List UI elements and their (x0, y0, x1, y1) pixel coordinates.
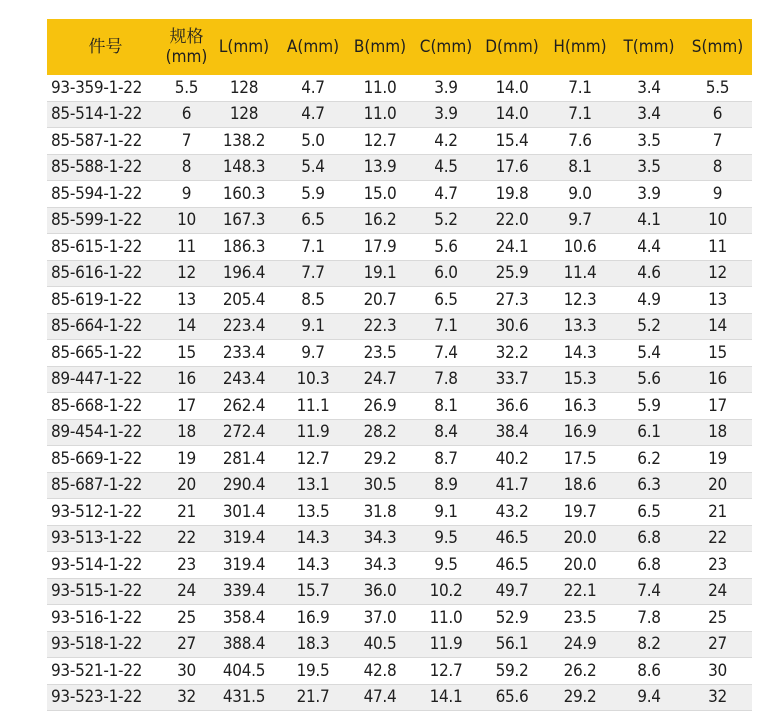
table-cell: 14.3 (545, 340, 615, 367)
part-number-cell: 85-587-1-22 (47, 128, 164, 155)
table-row (47, 101, 752, 128)
table-cell: 14 (164, 313, 209, 340)
table-cell: 26.9 (347, 393, 413, 420)
table-cell: 46.5 (479, 552, 545, 579)
header-label: S(mm) (691, 37, 744, 57)
table-cell: 47.4 (347, 684, 413, 711)
table-cell: 20.0 (545, 552, 615, 579)
table-cell: 23.5 (545, 605, 615, 632)
table-cell: 3.9 (413, 75, 479, 101)
table-row (47, 207, 752, 234)
table-cell: 4.7 (279, 101, 347, 128)
header-row (47, 19, 752, 75)
table-cell: 9.4 (615, 684, 683, 711)
table-cell: 17.5 (545, 446, 615, 473)
table-cell: 16.9 (545, 419, 615, 446)
table-cell: 21 (683, 499, 752, 526)
table-cell: 9.7 (279, 340, 347, 367)
table-cell: 32 (683, 684, 752, 711)
table-cell: 3.9 (615, 181, 683, 208)
table-cell: 10.3 (279, 366, 347, 393)
table-cell: 9.7 (545, 207, 615, 234)
table-cell: 6.8 (615, 552, 683, 579)
table-cell: 358.4 (209, 605, 279, 632)
table-cell: 4.5 (413, 154, 479, 181)
table-row (47, 287, 752, 314)
part-number-cell: 85-616-1-22 (47, 260, 164, 287)
table-cell: 29.2 (347, 446, 413, 473)
table-cell: 17.6 (479, 154, 545, 181)
table-cell: 11.0 (347, 75, 413, 101)
part-number-cell: 93-512-1-22 (47, 499, 164, 526)
table-cell: 26.2 (545, 658, 615, 685)
table-cell: 30.5 (347, 472, 413, 499)
table-cell: 9 (683, 181, 752, 208)
table-cell: 233.4 (209, 340, 279, 367)
table-cell: 27.3 (479, 287, 545, 314)
table-cell: 262.4 (209, 393, 279, 420)
table-cell: 23 (683, 552, 752, 579)
part-number-cell: 85-599-1-22 (47, 207, 164, 234)
table-cell: 5.9 (279, 181, 347, 208)
table-cell: 223.4 (209, 313, 279, 340)
header-h (545, 19, 615, 75)
table-cell: 65.6 (479, 684, 545, 711)
table-cell: 28.2 (347, 419, 413, 446)
table-cell: 24.9 (545, 631, 615, 658)
table-cell: 22.3 (347, 313, 413, 340)
table-cell: 243.4 (209, 366, 279, 393)
table-cell: 11 (164, 234, 209, 261)
table-cell: 13.5 (279, 499, 347, 526)
table-cell: 186.3 (209, 234, 279, 261)
table-cell: 9.5 (413, 525, 479, 552)
table-cell: 9.1 (279, 313, 347, 340)
table-cell: 9.5 (413, 552, 479, 579)
table-body (47, 75, 752, 711)
part-number-cell: 93-523-1-22 (47, 684, 164, 711)
table-row (47, 313, 752, 340)
table-cell: 8.1 (413, 393, 479, 420)
part-number-cell: 93-518-1-22 (47, 631, 164, 658)
table-cell: 5.5 (683, 75, 752, 101)
table-cell: 8 (164, 154, 209, 181)
spec-table (47, 19, 752, 711)
table-cell: 272.4 (209, 419, 279, 446)
table-cell: 431.5 (209, 684, 279, 711)
table-cell: 6 (164, 101, 209, 128)
table-cell: 30 (683, 658, 752, 685)
table-cell: 5.6 (615, 366, 683, 393)
table-cell: 7.8 (615, 605, 683, 632)
header-d (479, 19, 545, 75)
table-cell: 8.9 (413, 472, 479, 499)
table-cell: 6.5 (279, 207, 347, 234)
header-size (164, 19, 209, 75)
table-cell: 19 (683, 446, 752, 473)
table-cell: 290.4 (209, 472, 279, 499)
table-cell: 14.0 (479, 101, 545, 128)
table-cell: 3.4 (615, 75, 683, 101)
table-cell: 8.4 (413, 419, 479, 446)
table-row (47, 578, 752, 605)
table-cell: 32.2 (479, 340, 545, 367)
table-cell: 17 (164, 393, 209, 420)
table-cell: 319.4 (209, 525, 279, 552)
table-cell: 49.7 (479, 578, 545, 605)
table-cell: 13 (164, 287, 209, 314)
header-label: H(mm) (553, 37, 607, 57)
table-cell: 14.3 (279, 525, 347, 552)
table-cell: 34.3 (347, 552, 413, 579)
table-row (47, 128, 752, 155)
part-number-cell: 85-615-1-22 (47, 234, 164, 261)
part-number-cell: 85-664-1-22 (47, 313, 164, 340)
table-cell: 7.4 (615, 578, 683, 605)
part-number-cell: 93-359-1-22 (47, 75, 164, 101)
table-cell: 7.1 (413, 313, 479, 340)
table-cell: 11.9 (279, 419, 347, 446)
table-cell: 16 (164, 366, 209, 393)
table-cell: 339.4 (209, 578, 279, 605)
table-cell: 8.2 (615, 631, 683, 658)
table-cell: 43.2 (479, 499, 545, 526)
table-cell: 40.2 (479, 446, 545, 473)
table-row (47, 154, 752, 181)
table-cell: 7.6 (545, 128, 615, 155)
table-cell: 16 (683, 366, 752, 393)
table-cell: 7.1 (545, 75, 615, 101)
table-cell: 52.9 (479, 605, 545, 632)
table-cell: 15.3 (545, 366, 615, 393)
table-cell: 37.0 (347, 605, 413, 632)
table-cell: 9.0 (545, 181, 615, 208)
table-cell: 4.1 (615, 207, 683, 234)
table-cell: 6 (683, 101, 752, 128)
table-cell: 3.4 (615, 101, 683, 128)
table-cell: 56.1 (479, 631, 545, 658)
part-number-cell: 93-514-1-22 (47, 552, 164, 579)
table-cell: 23.5 (347, 340, 413, 367)
table-cell: 20 (164, 472, 209, 499)
table-cell: 5.9 (615, 393, 683, 420)
table-cell: 404.5 (209, 658, 279, 685)
table-cell: 41.7 (479, 472, 545, 499)
table-cell: 6.0 (413, 260, 479, 287)
table-cell: 20 (683, 472, 752, 499)
table-cell: 148.3 (209, 154, 279, 181)
header-part-number (47, 19, 164, 75)
table-row (47, 366, 752, 393)
table-cell: 128 (209, 75, 279, 101)
part-number-cell: 85-668-1-22 (47, 393, 164, 420)
table-cell: 16.2 (347, 207, 413, 234)
table-cell: 11.4 (545, 260, 615, 287)
table-cell: 4.4 (615, 234, 683, 261)
table-cell: 6.2 (615, 446, 683, 473)
table-cell: 8.6 (615, 658, 683, 685)
table-cell: 4.7 (413, 181, 479, 208)
table-cell: 22.0 (479, 207, 545, 234)
table-cell: 10 (683, 207, 752, 234)
table-cell: 16.9 (279, 605, 347, 632)
table-row (47, 393, 752, 420)
table-cell: 6.5 (615, 499, 683, 526)
table-cell: 8 (683, 154, 752, 181)
table-row (47, 684, 752, 711)
table-cell: 12 (164, 260, 209, 287)
table-cell: 12.7 (413, 658, 479, 685)
table-cell: 12.3 (545, 287, 615, 314)
table-cell: 22.1 (545, 578, 615, 605)
table-cell: 18 (164, 419, 209, 446)
table-row (47, 499, 752, 526)
table-cell: 7.1 (279, 234, 347, 261)
table-cell: 12.7 (347, 128, 413, 155)
table-cell: 40.5 (347, 631, 413, 658)
table-cell: 24 (164, 578, 209, 605)
table-cell: 30.6 (479, 313, 545, 340)
table-cell: 8.1 (545, 154, 615, 181)
table-cell: 25 (164, 605, 209, 632)
header-label: T(mm) (623, 37, 675, 57)
part-number-cell: 85-514-1-22 (47, 101, 164, 128)
table-row (47, 340, 752, 367)
part-number-cell: 85-669-1-22 (47, 446, 164, 473)
table-row (47, 525, 752, 552)
part-number-cell: 93-516-1-22 (47, 605, 164, 632)
header-b (347, 19, 413, 75)
part-number-cell: 85-594-1-22 (47, 181, 164, 208)
table-cell: 13.1 (279, 472, 347, 499)
table-cell: 388.4 (209, 631, 279, 658)
header-label: 规格 (169, 27, 204, 47)
table-cell: 18.3 (279, 631, 347, 658)
table-cell: 15 (683, 340, 752, 367)
table-cell: 11 (683, 234, 752, 261)
table-cell: 319.4 (209, 552, 279, 579)
table-cell: 11.9 (413, 631, 479, 658)
header-label: L(mm) (218, 37, 270, 57)
header-label: D(mm) (485, 37, 539, 57)
table-cell: 10.6 (545, 234, 615, 261)
table-cell: 32 (164, 684, 209, 711)
table-cell: 24 (683, 578, 752, 605)
table-cell: 25.9 (479, 260, 545, 287)
table-cell: 23 (164, 552, 209, 579)
table-cell: 59.2 (479, 658, 545, 685)
table-cell: 29.2 (545, 684, 615, 711)
table-cell: 27 (164, 631, 209, 658)
part-number-cell: 89-447-1-22 (47, 366, 164, 393)
part-number-cell: 85-619-1-22 (47, 287, 164, 314)
table-cell: 13 (683, 287, 752, 314)
table-cell: 12 (683, 260, 752, 287)
header-label: C(mm) (419, 37, 473, 57)
header-a (279, 19, 347, 75)
table-cell: 14.0 (479, 75, 545, 101)
header-label: B(mm) (353, 37, 407, 57)
table-cell: 7 (683, 128, 752, 155)
table-row (47, 75, 752, 101)
table-cell: 19 (164, 446, 209, 473)
part-number-cell: 85-665-1-22 (47, 340, 164, 367)
table-cell: 10.2 (413, 578, 479, 605)
table-cell: 128 (209, 101, 279, 128)
header-c (413, 19, 479, 75)
table-cell: 9.1 (413, 499, 479, 526)
part-number-cell: 85-588-1-22 (47, 154, 164, 181)
table-row (47, 181, 752, 208)
table-cell: 5.5 (164, 75, 209, 101)
table-cell: 22 (164, 525, 209, 552)
table-cell: 205.4 (209, 287, 279, 314)
part-number-cell: 93-515-1-22 (47, 578, 164, 605)
table-cell: 36.6 (479, 393, 545, 420)
part-number-cell: 85-687-1-22 (47, 472, 164, 499)
table-cell: 9 (164, 181, 209, 208)
table-cell: 10 (164, 207, 209, 234)
table-row (47, 658, 752, 685)
table-cell: 18 (683, 419, 752, 446)
spec-table-container (47, 19, 752, 711)
table-row (47, 260, 752, 287)
table-cell: 7.7 (279, 260, 347, 287)
table-cell: 167.3 (209, 207, 279, 234)
table-cell: 5.2 (615, 313, 683, 340)
table-cell: 21.7 (279, 684, 347, 711)
table-row (47, 446, 752, 473)
table-cell: 14.3 (279, 552, 347, 579)
table-cell: 34.3 (347, 525, 413, 552)
table-cell: 20.0 (545, 525, 615, 552)
table-cell: 5.2 (413, 207, 479, 234)
table-cell: 46.5 (479, 525, 545, 552)
table-cell: 3.5 (615, 128, 683, 155)
table-row (47, 472, 752, 499)
part-number-cell: 93-513-1-22 (47, 525, 164, 552)
table-cell: 7.1 (545, 101, 615, 128)
table-cell: 16.3 (545, 393, 615, 420)
table-cell: 14 (683, 313, 752, 340)
table-cell: 196.4 (209, 260, 279, 287)
table-cell: 4.2 (413, 128, 479, 155)
table-cell: 22 (683, 525, 752, 552)
header-t (615, 19, 683, 75)
table-cell: 160.3 (209, 181, 279, 208)
table-cell: 42.8 (347, 658, 413, 685)
table-cell: 4.6 (615, 260, 683, 287)
table-row (47, 419, 752, 446)
part-number-cell: 89-454-1-22 (47, 419, 164, 446)
table-cell: 6.5 (413, 287, 479, 314)
table-cell: 3.9 (413, 101, 479, 128)
table-cell: 18.6 (545, 472, 615, 499)
table-cell: 15.7 (279, 578, 347, 605)
table-cell: 17 (683, 393, 752, 420)
table-cell: 13.9 (347, 154, 413, 181)
header-label: A(mm) (286, 37, 340, 57)
table-cell: 24.1 (479, 234, 545, 261)
table-cell: 5.4 (615, 340, 683, 367)
table-cell: 21 (164, 499, 209, 526)
table-cell: 281.4 (209, 446, 279, 473)
table-cell: 3.5 (615, 154, 683, 181)
table-cell: 6.3 (615, 472, 683, 499)
table-cell: 8.7 (413, 446, 479, 473)
table-cell: 14.1 (413, 684, 479, 711)
table-cell: 12.7 (279, 446, 347, 473)
table-cell: 6.1 (615, 419, 683, 446)
header-label: 件号 (88, 37, 123, 57)
table-cell: 5.4 (279, 154, 347, 181)
table-cell: 5.0 (279, 128, 347, 155)
table-row (47, 552, 752, 579)
table-cell: 24.7 (347, 366, 413, 393)
table-cell: 7.8 (413, 366, 479, 393)
table-cell: 17.9 (347, 234, 413, 261)
table-cell: 30 (164, 658, 209, 685)
table-row (47, 631, 752, 658)
table-cell: 301.4 (209, 499, 279, 526)
table-cell: 19.5 (279, 658, 347, 685)
table-cell: 15 (164, 340, 209, 367)
table-cell: 11.1 (279, 393, 347, 420)
table-cell: 27 (683, 631, 752, 658)
table-cell: 31.8 (347, 499, 413, 526)
table-cell: 33.7 (479, 366, 545, 393)
table-cell: 25 (683, 605, 752, 632)
header-label: (mm) (165, 47, 208, 67)
table-row (47, 234, 752, 261)
header-l (209, 19, 279, 75)
table-header (47, 19, 752, 75)
table-cell: 7 (164, 128, 209, 155)
table-cell: 138.2 (209, 128, 279, 155)
table-cell: 6.8 (615, 525, 683, 552)
table-cell: 13.3 (545, 313, 615, 340)
header-s (683, 19, 752, 75)
table-cell: 8.5 (279, 287, 347, 314)
table-cell: 5.6 (413, 234, 479, 261)
table-row (47, 605, 752, 632)
table-cell: 4.9 (615, 287, 683, 314)
table-cell: 7.4 (413, 340, 479, 367)
table-cell: 11.0 (413, 605, 479, 632)
table-cell: 20.7 (347, 287, 413, 314)
table-cell: 19.8 (479, 181, 545, 208)
part-number-cell: 93-521-1-22 (47, 658, 164, 685)
table-cell: 36.0 (347, 578, 413, 605)
table-cell: 19.1 (347, 260, 413, 287)
table-cell: 15.4 (479, 128, 545, 155)
table-cell: 19.7 (545, 499, 615, 526)
table-cell: 38.4 (479, 419, 545, 446)
table-cell: 15.0 (347, 181, 413, 208)
table-cell: 11.0 (347, 101, 413, 128)
table-cell: 4.7 (279, 75, 347, 101)
